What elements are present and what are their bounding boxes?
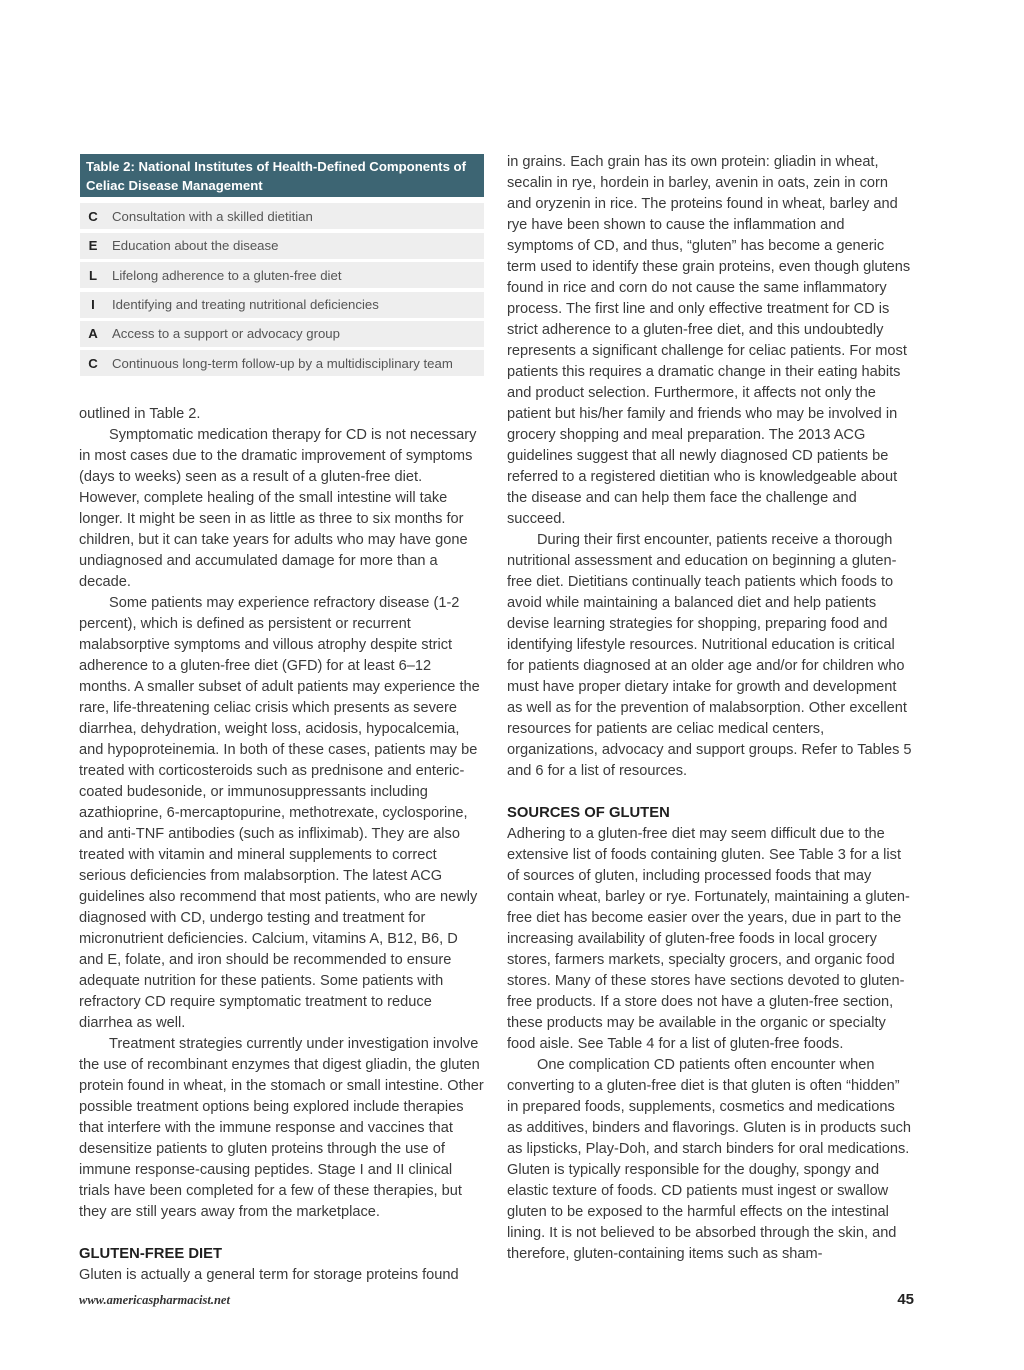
row-letter: A [88,326,98,342]
table-row [80,203,484,229]
right-column [507,152,914,1265]
row-text: Continuous long-term follow-up by a multidisciplinary team [112,355,453,371]
row-text: Lifelong adherence to a gluten-free diet [112,267,342,283]
body-paragraph: During their first encounter, patients receive a thorough nutritional assessment and education on beginning a gluten-free diet. Dietitians continually teach patients which foods to avoid while maintaining a balanced diet and help patients devise learning strategies for shopping, preparing food and identifying lifestyle resources. Nutritional education is critical for patients diagnosed at an older age and/or for children who must have proper dietary intake for growth and development as well as for the prevention of malabsorption. Other excellent resources for patients are celiac medical centers, organizations, advocacy and support groups. Refer to Tables 5 and 6 for a list of resources. [507,532,912,779]
row-letter: C [88,355,98,371]
footer-website-url: www.americaspharmacist.net [79,1293,230,1307]
body-paragraph: Symptomatic medication therapy for CD is not necessary in most cases due to the dramatic improvement of symptoms (days to weeks) seen as a result of a gluten-free diet. However, complete healing of the small intestine will take longer. It might be seen in as little as three to six months for children, but it can take years for adults who may have gone undiagnosed and accumulated damage for more than a decade. [79,427,477,590]
row-letter: E [88,238,98,254]
table-row [80,321,484,347]
table-2-celiac-management [80,154,484,376]
row-letter: L [88,267,98,283]
body-paragraph: Gluten is actually a general term for storage proteins found [79,1267,459,1283]
body-paragraph: One complication CD patients often encounter when converting to a gluten-free diet is that gluten is often “hidden” in prepared foods, supplements, cosmetics and medications as additives, binders and flavorings. Gluten is in products such as lipsticks, Play-Doh, and starch binders for oral medications. Gluten is typically responsible for the doughy, spongy and elastic texture of foods. CD patients must ingest or swallow gluten to be exposed to the harmful effects on the intestinal lining. It is not believed to be absorbed through the skin, and therefore, gluten-containing items such as sham- [507,1057,911,1262]
table-row [80,350,484,376]
page-number: 45 [897,1291,914,1308]
row-text: Consultation with a skilled dietitian [112,208,313,224]
table-2-title: Table 2: National Institutes of Health-Defined Components of Celiac Disease Management [80,154,484,197]
table-row [80,262,484,288]
body-paragraph: outlined in Table 2. [79,406,201,422]
row-text: Access to a support or advocacy group [112,326,340,342]
left-column [79,404,484,1286]
section-heading-gluten-free-diet: GLUTEN-FREE DIET [79,1246,223,1262]
body-paragraph: Treatment strategies currently under investigation involve the use of recombinant enzymes that digest gliadin, the gluten protein found in wheat, in the stomach or small intestine. Other possible treatment options being explored include therapies that interfere with the immune response and vaccines that desensitize patients to gluten proteins through the use of immune response-causing peptides. Stage I and II clinical trials have been completed for a few of these therapies, but they are still years away from the marketplace. [79,1036,484,1220]
body-paragraph: Adhering to a gluten-free diet may seem difficult due to the extensive list of foods containing gluten. See Table 3 for a list of sources of gluten, including processed foods that may contain wheat, barley or rye. Fortunately, maintaining a gluten-free diet has become easier over the years, due in part to the increasing availability of gluten-free foods in local grocery stores, farmers markets, specialty grocers, and organic food stores. Many of these stores have sections devoted to gluten-free products. If a store does not have a gluten-free section, these products may be available in the organic or specialty food aisle. See Table 4 for a list of gluten-free foods. [507,826,910,1052]
table-row [80,233,484,259]
table-row [80,292,484,318]
row-text: Education about the disease [112,238,279,254]
section-heading-sources-of-gluten: SOURCES OF GLUTEN [507,805,670,821]
row-letter: I [91,297,95,313]
body-paragraph: in grains. Each grain has its own protein: gliadin in wheat, secalin in rye, hordein in barley, avenin in oats, zein in corn and oryzenin in rice. The proteins found in wheat, barley and rye have been shown to cause the inflammation and symptoms of CD, and thus, “gluten” has become a generic term used to identify these grain proteins, even though glutens found in rice and corn do not cause the same inflammatory process. The first line and only effective treatment for CD is strict adherence to a gluten-free diet, and this undoubtedly represents a significant challenge for celiac patients. For most patients this requires a dramatic change in their eating habits and product selection. Furthermore, it affects not only the patient but his/her family and friends who may be involved in grocery shopping and meal preparation. The 2013 ACG guidelines suggest that all newly diagnosed CD patients be referred to a registered dietitian who is knowledgeable about the disease and can help them face the challenge and succeed. [507,154,911,527]
row-text: Identifying and treating nutritional deficiencies [112,297,379,313]
body-paragraph: Some patients may experience refractory disease (1-2 percent), which is defined as persistent or recurrent malabsorptive symptoms and villous atrophy despite strict adherence to a gluten-free diet (GFD) for at least 6–12 months. A smaller subset of adult patients may experience the rare, life-threatening celiac crisis which presents as severe diarrhea, dehydration, weight loss, acidosis, hypocalcemia, and hypoproteinemia. In both of these cases, patients may be treated with corticosteroids such as prednisone and enteric-coated budesonide, or immunosuppressants including azathioprine, 6-mercaptopurine, methotrexate, cyclosporine, and anti-TNF antibodies (such as infliximab). They are also treated with vitamin and mineral supplements to correct serious deficiencies from malabsorption. The latest ACG guidelines also recommend that most patients, who are newly diagnosed with CD, undergo testing and treatment for micronutrient deficiencies. Calcium, vitamins A, B12, B6, D and E, folate, and iron should be recommended to ensure adequate nutrition for these patients. Some patients with refractory CD require symptomatic treatment to reduce diarrhea as well. [79,595,480,1031]
row-letter: C [88,208,98,224]
